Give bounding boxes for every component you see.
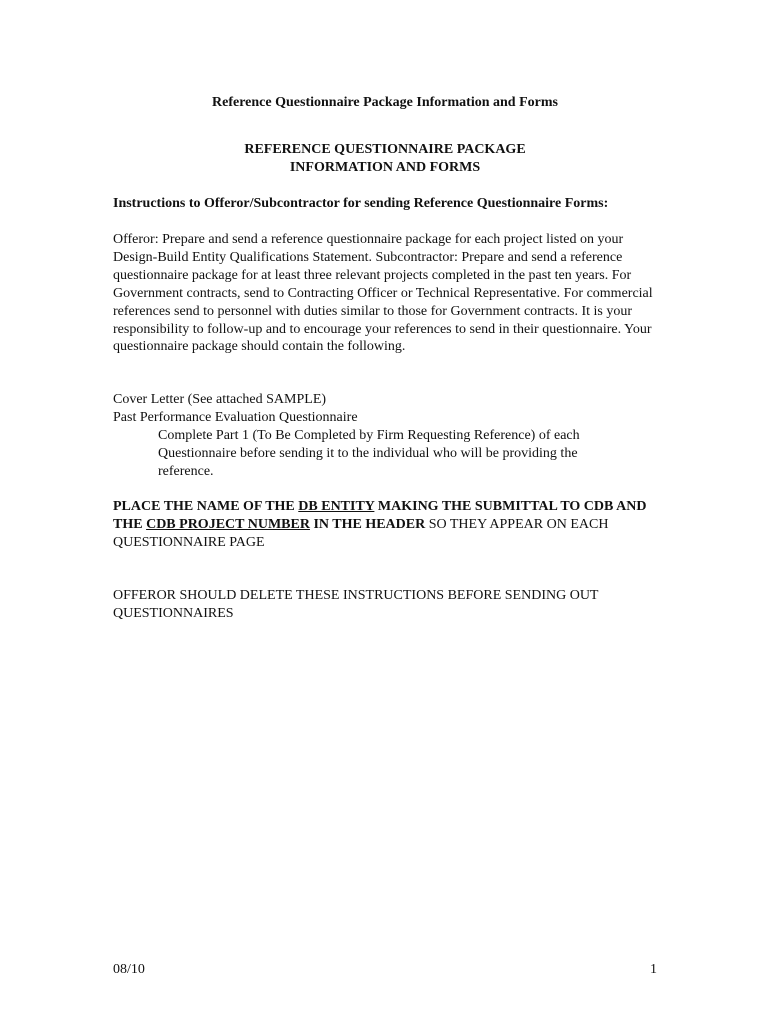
list-item-cover-letter: Cover Letter (See attached SAMPLE)	[113, 392, 327, 407]
main-title-line-1: REFERENCE QUESTIONNAIRE PACKAGE	[244, 142, 526, 157]
package-contents-list	[113, 391, 658, 481]
instructions-paragraph: Offeror: Prepare and send a reference questionnaire package for each project listed on your Design-Build Entity Qualifications Statement. Subcontractor: Prepare and send a reference questionnaire package for at least three relevant projects completed in the past ten years. For Government contracts, send to Contracting Officer or Technical Representative. For commercial references send to personnel with duties similar to those for Government contracts. It is your responsibility to follow-up and to encourage your references to send in their questionnaire. Your questionnaire package should contain the following.	[113, 232, 653, 355]
list-item-questionnaire: Past Performance Evaluation Questionnaire	[113, 409, 358, 425]
header-placement-notice	[113, 498, 658, 552]
footer-page-number: 1	[650, 962, 657, 977]
main-title-line-2: INFORMATION AND FORMS	[289, 160, 481, 175]
main-title	[0, 141, 770, 177]
list-subitem-complete-part1: Complete Part 1 (To Be Completed by Firm Requesting Reference) of each Questionnaire before sending it to the individual who will be providing the reference.	[158, 427, 580, 479]
notice-text-1: PLACE THE NAME OF THE	[113, 499, 299, 514]
page-header-title: Reference Questionnaire Package Information and Forms	[212, 95, 558, 110]
notice-text-2: MAKING THE SUBMITTAL TO CDB AND THE	[113, 499, 647, 532]
db-entity-underlined: DB ENTITY	[298, 499, 375, 514]
notice-text-3: IN THE HEADER	[309, 517, 426, 532]
cdb-project-number-underlined: CDB PROJECT NUMBER	[146, 517, 310, 532]
instructions-heading: Instructions to Offeror/Subcontractor for sending Reference Questionnaire Forms:	[113, 196, 609, 211]
notice-text-plain: SO THEY APPEAR ON EACH QUESTIONNAIRE PAGE	[113, 517, 609, 550]
footer-date: 08/10	[113, 962, 145, 977]
delete-instructions-notice: OFFEROR SHOULD DELETE THESE INSTRUCTIONS BEFORE SENDING OUT QUESTIONNAIRES	[113, 588, 599, 621]
